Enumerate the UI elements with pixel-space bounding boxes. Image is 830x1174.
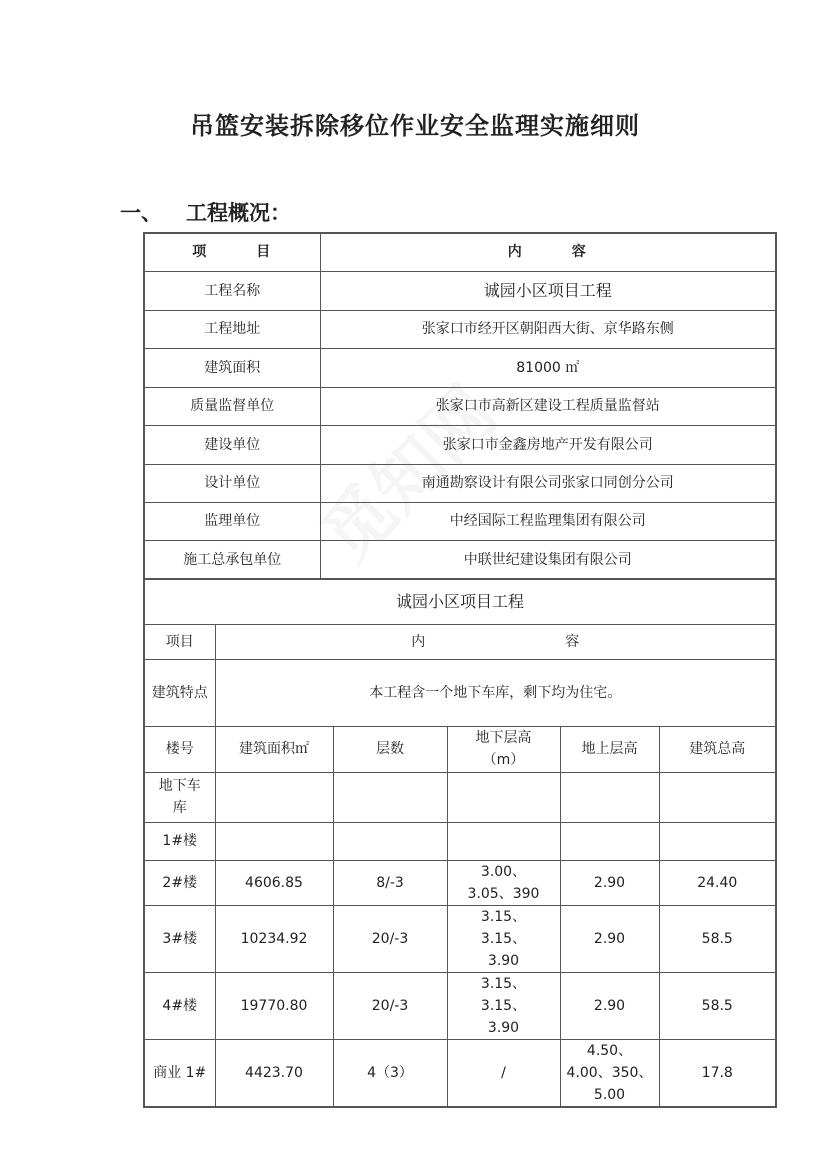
row-value: 张家口市经开区朝阳西大街、京华路东侧 bbox=[320, 310, 776, 348]
cell: 24.40 bbox=[659, 860, 776, 905]
row-label: 工程地址 bbox=[144, 310, 320, 348]
table-row bbox=[144, 772, 776, 822]
item-label: 项目 bbox=[144, 624, 215, 659]
cell bbox=[659, 822, 776, 860]
row-value: 中联世纪建设集团有限公司 bbox=[320, 540, 776, 579]
cell bbox=[215, 822, 333, 860]
row-label: 建筑面积 bbox=[144, 348, 320, 387]
table-row bbox=[144, 822, 776, 860]
row-label: 设计单位 bbox=[144, 464, 320, 502]
cell bbox=[447, 822, 560, 860]
cell: 4#楼 bbox=[144, 972, 215, 1039]
table-row bbox=[144, 425, 776, 464]
feature-row bbox=[144, 659, 776, 726]
cell: 2.90 bbox=[560, 905, 659, 972]
table-row bbox=[144, 972, 776, 1039]
table-header-row bbox=[144, 233, 776, 271]
column-header-row bbox=[144, 726, 776, 772]
cell bbox=[215, 772, 333, 822]
cell: 1#楼 bbox=[144, 822, 215, 860]
cell: 8/-3 bbox=[333, 860, 447, 905]
cell: 20/-3 bbox=[333, 905, 447, 972]
cell: 4423.70 bbox=[215, 1039, 333, 1107]
cell: 3#楼 bbox=[144, 905, 215, 972]
column-header: 建筑总高 bbox=[659, 726, 776, 772]
table-row bbox=[144, 271, 776, 310]
cell: 3.00、3.05、390 bbox=[447, 860, 560, 905]
cell: 3.15、3.15、3.90 bbox=[447, 972, 560, 1039]
cell bbox=[560, 822, 659, 860]
section-label: 工程概况： bbox=[186, 201, 291, 225]
overview-table bbox=[143, 232, 777, 580]
row-label: 监理单位 bbox=[144, 502, 320, 540]
cell: 20/-3 bbox=[333, 972, 447, 1039]
cell: 2#楼 bbox=[144, 860, 215, 905]
cell: 58.5 bbox=[659, 905, 776, 972]
content-label-2: 容 bbox=[565, 633, 580, 650]
row-value: 81000 ㎡ bbox=[320, 348, 776, 387]
table-row bbox=[144, 540, 776, 579]
cell: 地下车库 bbox=[144, 772, 215, 822]
cell: / bbox=[447, 1039, 560, 1107]
column-header: 建筑面积㎡ bbox=[215, 726, 333, 772]
table-row bbox=[144, 905, 776, 972]
header-cell: 内 容 bbox=[320, 233, 776, 271]
table-row bbox=[144, 387, 776, 425]
column-header: 楼号 bbox=[144, 726, 215, 772]
content-label-1: 内 bbox=[411, 633, 426, 650]
caption-row bbox=[144, 579, 776, 624]
cell: 2.90 bbox=[560, 972, 659, 1039]
row-value: 南通勘察设计有限公司张家口同创分公司 bbox=[320, 464, 776, 502]
feature-label: 建筑特点 bbox=[144, 659, 215, 726]
table-row bbox=[144, 310, 776, 348]
table-row bbox=[144, 1039, 776, 1107]
table-row bbox=[144, 860, 776, 905]
cell: 4606.85 bbox=[215, 860, 333, 905]
document-title: 吊篮安装拆除移位作业安全监理实施细则 bbox=[190, 112, 640, 140]
section-heading bbox=[120, 197, 315, 227]
column-header: 地下层高（m） bbox=[447, 726, 560, 772]
content-label bbox=[215, 624, 776, 659]
cell bbox=[659, 772, 776, 822]
cell bbox=[333, 772, 447, 822]
cell bbox=[560, 772, 659, 822]
cell: 2.90 bbox=[560, 860, 659, 905]
cell: 4.50、4.00、350、5.00 bbox=[560, 1039, 659, 1107]
row-label: 工程名称 bbox=[144, 271, 320, 310]
detail-caption: 诚园小区项目工程 bbox=[144, 579, 776, 624]
cell bbox=[447, 772, 560, 822]
row-value: 中经国际工程监理集团有限公司 bbox=[320, 502, 776, 540]
row-label: 质量监督单位 bbox=[144, 387, 320, 425]
table-row bbox=[144, 502, 776, 540]
cell: 4（3） bbox=[333, 1039, 447, 1107]
row-label: 建设单位 bbox=[144, 425, 320, 464]
cell: 17.8 bbox=[659, 1039, 776, 1107]
row-value: 诚园小区项目工程 bbox=[320, 271, 776, 310]
row-value: 张家口市高新区建设工程质量监督站 bbox=[320, 387, 776, 425]
cell: 19770.80 bbox=[215, 972, 333, 1039]
cell bbox=[333, 822, 447, 860]
row-value: 张家口市金鑫房地产开发有限公司 bbox=[320, 425, 776, 464]
feature-text: 本工程含一个地下车库，剩下均为住宅。 bbox=[215, 659, 776, 726]
table-row bbox=[144, 464, 776, 502]
item-header-row bbox=[144, 624, 776, 659]
detail-table bbox=[143, 578, 777, 1108]
cell: 58.5 bbox=[659, 972, 776, 1039]
column-header: 层数 bbox=[333, 726, 447, 772]
section-number: 一、 bbox=[120, 201, 162, 225]
cell: 3.15、3.15、3.90 bbox=[447, 905, 560, 972]
column-header: 地上层高 bbox=[560, 726, 659, 772]
table-row bbox=[144, 348, 776, 387]
row-label: 施工总承包单位 bbox=[144, 540, 320, 579]
cell: 10234.92 bbox=[215, 905, 333, 972]
header-cell: 项 目 bbox=[144, 233, 320, 271]
cell: 商业 1# bbox=[144, 1039, 215, 1107]
